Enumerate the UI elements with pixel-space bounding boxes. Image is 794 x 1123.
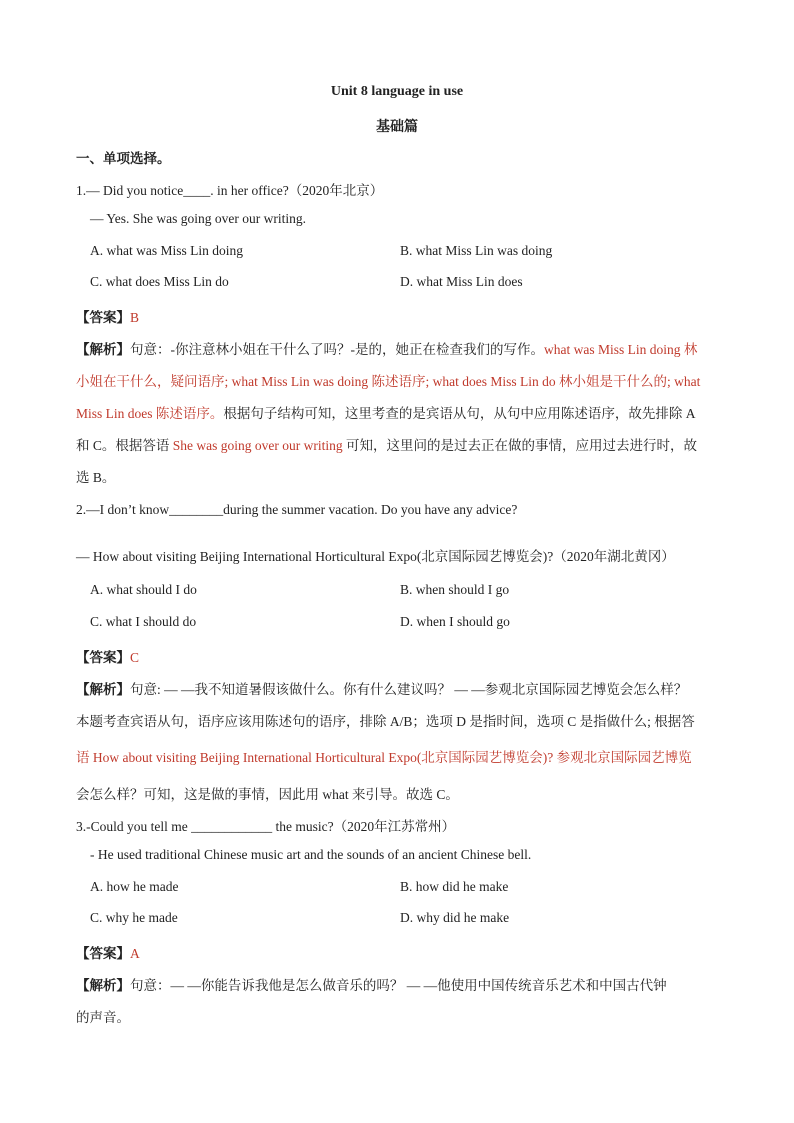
question-1-explanation-line-5: 选 B。	[76, 470, 116, 485]
answer-label: 【答案】	[76, 310, 130, 325]
question-1-option-c: C. what does Miss Lin do	[90, 274, 229, 289]
explanation-text: 句意: — —我不知道暑假该做什么。你有什么建议吗？ — —参观北京国际园艺博览会怎么样？	[130, 682, 688, 697]
question-2-option-b: B. when should I go	[400, 582, 510, 597]
explanation-label: 【解析】	[76, 978, 130, 993]
explanation-text: what was Miss Lin doing 林	[544, 342, 698, 357]
question-2-explanation-line-3: 语 How about visiting Beijing International Horticultural Expo(北京国际园艺博览会)? 参观北京国际园艺博览	[76, 750, 692, 765]
question-3-option-d: D. why did he make	[400, 910, 510, 925]
answer-label: 【答案】	[76, 946, 130, 961]
explanation-text: 句意：— —你能告诉我他是怎么做音乐的吗？ — —他使用中国传统音乐艺术和中国古代钟	[130, 978, 667, 993]
question-3-option-a: A. how he made	[90, 879, 179, 894]
question-2-explanation-line-2: 本题考查宾语从句，语序应该用陈述句的语序，排除 A/B；选项 D 是指时间，选项 C 是指做什么; 根据答	[76, 714, 695, 729]
question-2-option-a: A. what should I do	[90, 582, 197, 597]
question-2-stem: 2.—I don’t know________during the summer vacation. Do you have any advice?	[76, 502, 518, 517]
answer-value: A	[130, 946, 140, 961]
question-2-option-c: C. what I should do	[90, 614, 197, 629]
question-3-explanation-line-2: 的声音。	[76, 1010, 130, 1025]
question-1-answer	[76, 306, 139, 326]
question-1-option-d: D. what Miss Lin does	[400, 274, 523, 289]
question-3-stem: 3.-Could you tell me ____________ the music?（2020年江苏常州）	[76, 819, 456, 834]
question-3-option-b: B. how did he make	[400, 879, 509, 894]
answer-value: B	[130, 310, 140, 325]
question-3-explanation-line-1	[76, 974, 667, 994]
question-3-reply: - He used traditional Chinese music art and the sounds of an ancient Chinese bell.	[90, 847, 532, 862]
section-heading: 一、单项选择。	[76, 151, 171, 166]
document-title: Unit 8 language in use	[330, 84, 464, 99]
explanation-text: She was going over our writing	[172, 438, 343, 453]
question-2-reply: — How about visiting Beijing International Horticultural Expo(北京国际园艺博览会)?（2020年湖北黄冈）	[76, 549, 675, 564]
document-subtitle: 基础篇	[376, 120, 418, 135]
question-1-stem: 1.— Did you notice____. in her office?（2020年北京）	[76, 183, 384, 198]
explanation-label: 【解析】	[76, 682, 130, 697]
question-1-option-a: A. what was Miss Lin doing	[90, 243, 243, 258]
question-3-answer	[76, 942, 140, 962]
question-3-option-c: C. why he made	[90, 910, 178, 925]
explanation-label: 【解析】	[76, 342, 130, 357]
question-2-explanation-line-1	[76, 678, 687, 698]
question-2-option-d: D. when I should go	[400, 614, 510, 629]
explanation-text: 可知，这里问的是过去正在做的事情，应用过去进行时，故	[342, 438, 697, 453]
explanation-text: Miss Lin does 陈述语序。	[76, 406, 224, 421]
question-2-explanation-line-4: 会怎么样？可知，这是做的事情，因此用 what 来引导。故选 C。	[76, 787, 459, 802]
answer-label: 【答案】	[76, 650, 130, 665]
question-1-reply: — Yes. She was going over our writing.	[90, 211, 306, 226]
question-1-explanation-line-1	[76, 338, 697, 358]
question-1-explanation-line-2: 小姐在干什么，疑问语序; what Miss Lin was doing 陈述语序; what does Miss Lin do 林小姐是干什么的; what	[76, 374, 701, 389]
question-1-explanation-line-4	[76, 434, 697, 454]
question-1-explanation-line-3	[76, 402, 696, 422]
answer-value: C	[130, 650, 140, 665]
question-1-option-b: B. what Miss Lin was doing	[400, 243, 553, 258]
explanation-text: 和 C。根据答语	[76, 438, 173, 453]
explanation-text: 根据句子结构可知，这里考查的是宾语从句，从句中应用陈述语序，故先排除 A	[223, 406, 696, 421]
question-2-answer	[76, 646, 139, 666]
explanation-text: 句意：-你注意林小姐在干什么了吗？-是的，她正在检查我们的写作。	[130, 342, 544, 357]
